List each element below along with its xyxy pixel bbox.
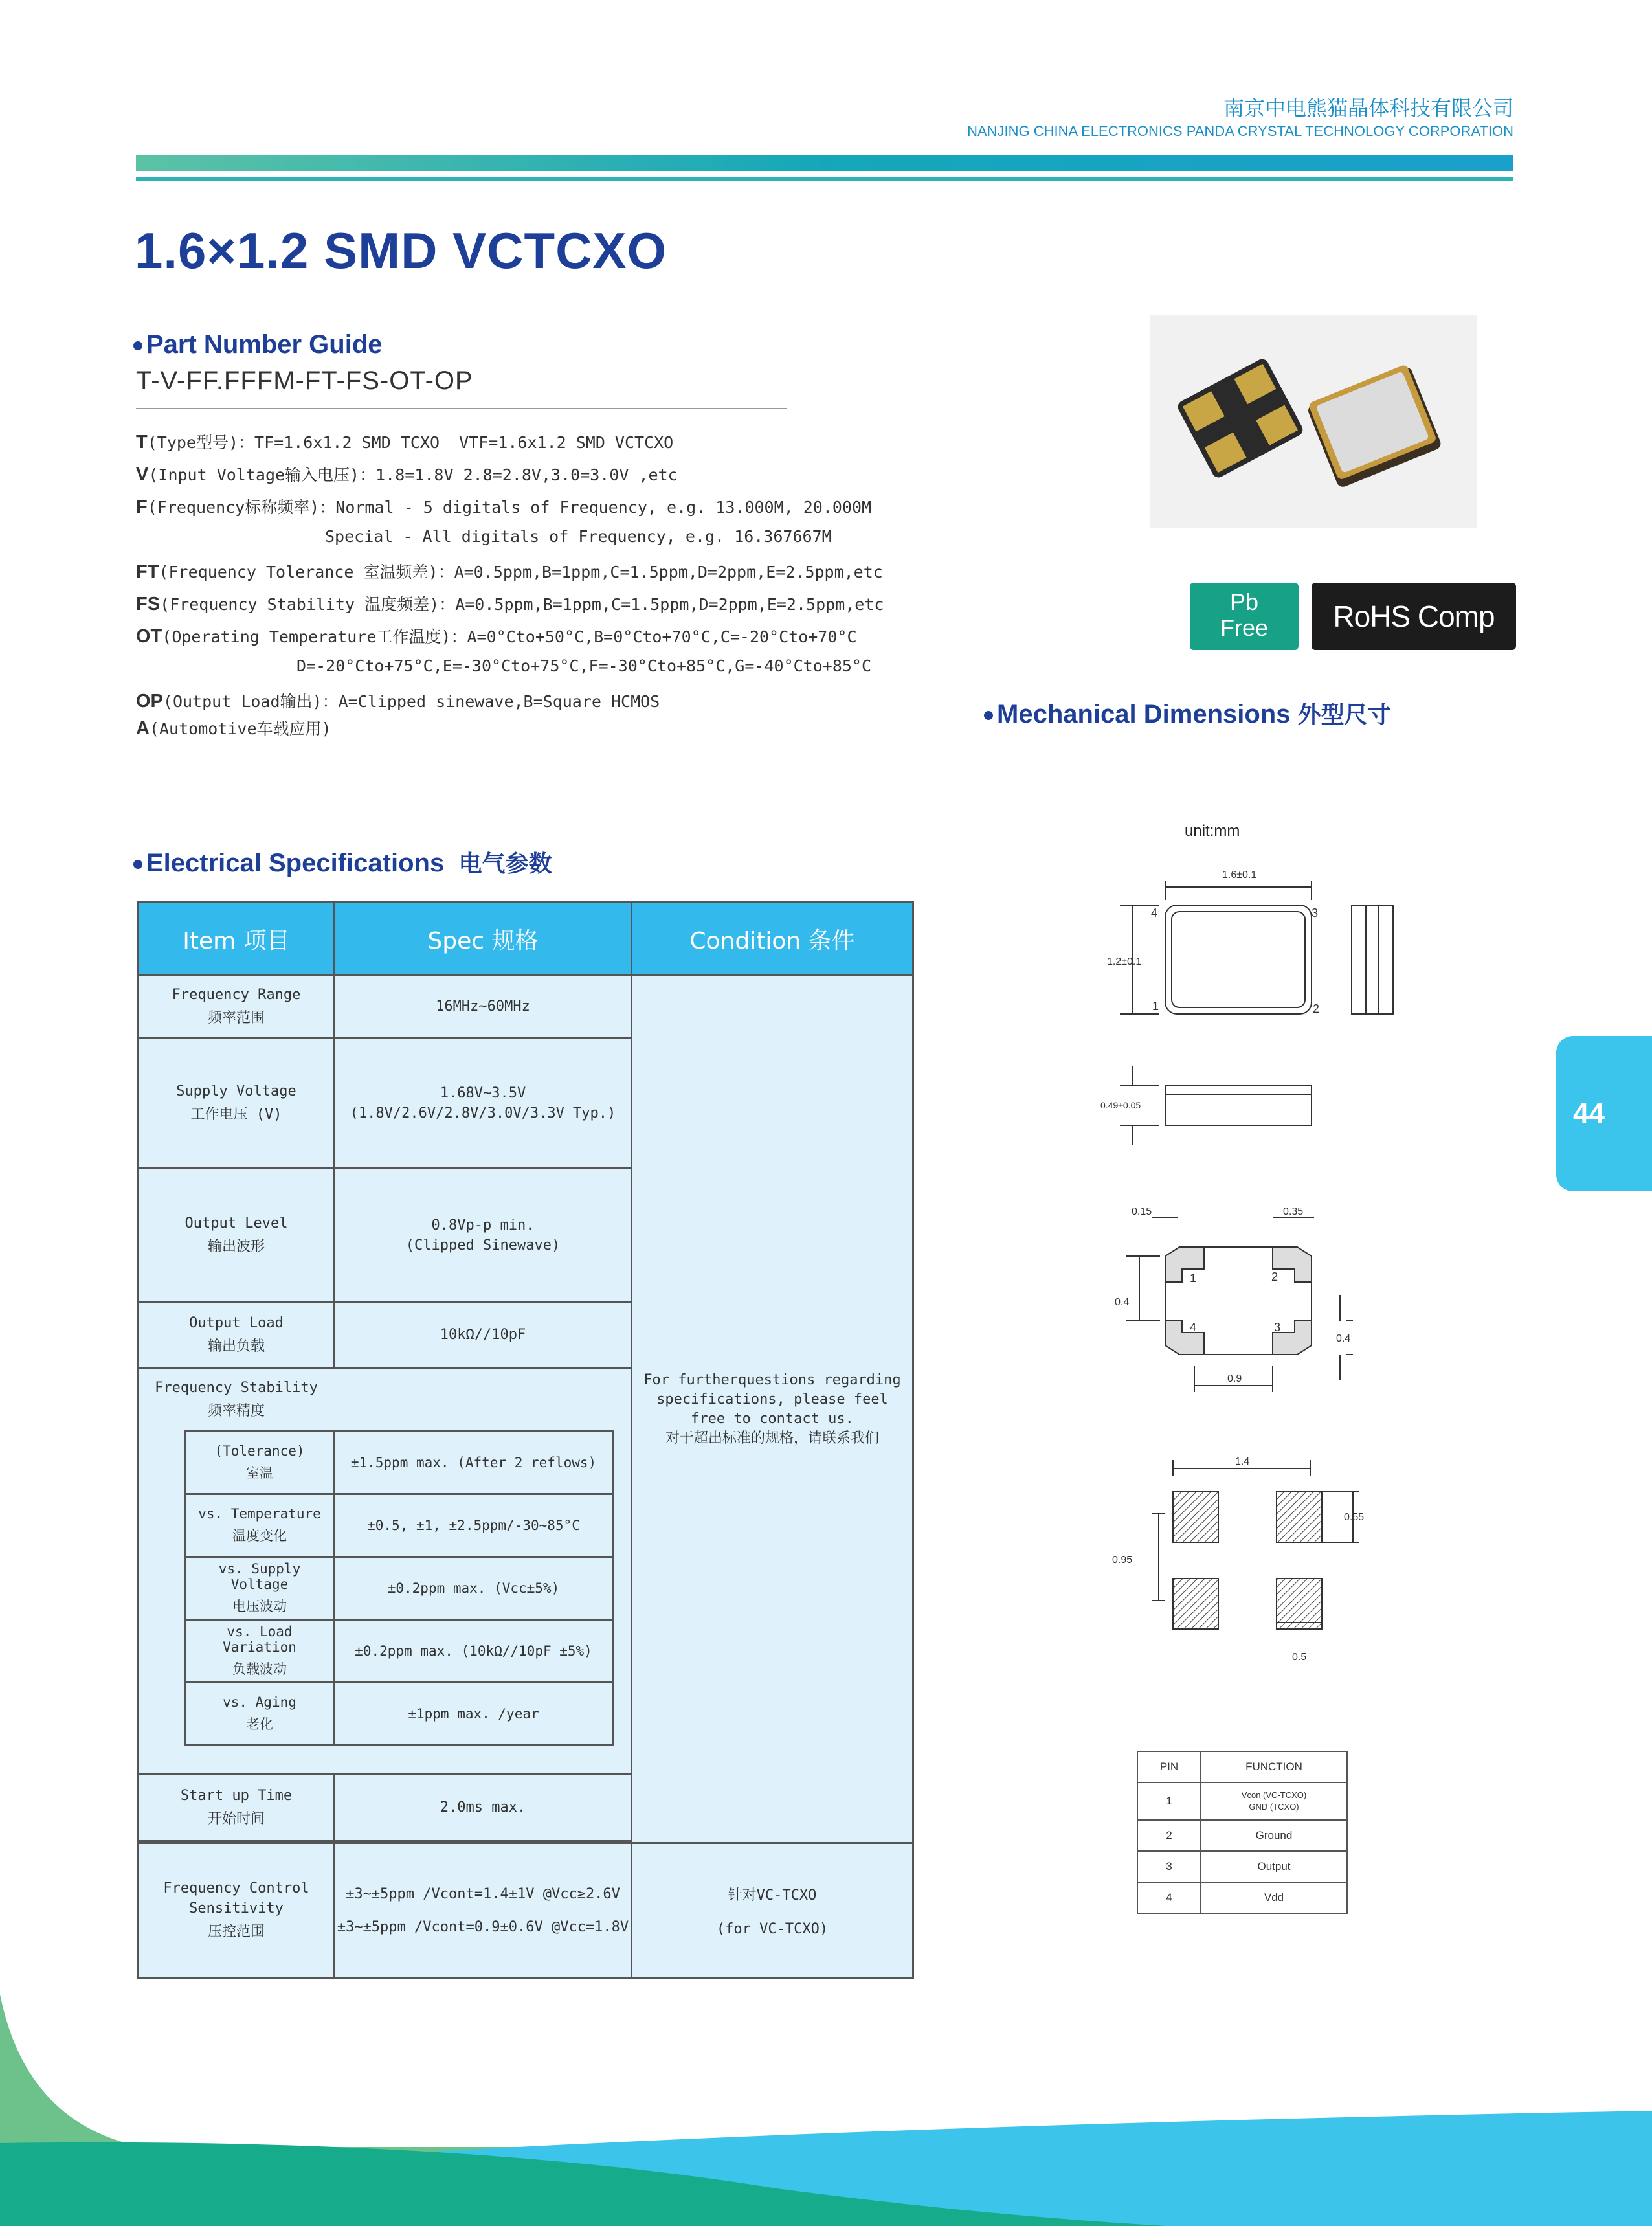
svg-text:3: 3 bbox=[1312, 906, 1319, 919]
header-spec: Spec 规格 bbox=[335, 903, 632, 976]
svg-text:0.9: 0.9 bbox=[1227, 1373, 1242, 1384]
page-number-tab: 44 bbox=[1556, 1036, 1652, 1191]
svg-text:0.4: 0.4 bbox=[1115, 1297, 1130, 1308]
table-row: Output Level 输出波形 0.8Vp-p min. (Clipped Sinewave) bbox=[139, 1169, 913, 1302]
pb-free-badge: Pb Free bbox=[1190, 583, 1299, 650]
table-row: vs. Supply Voltage 电压波动 ±0.2ppm max. (Vcc±5%) bbox=[185, 1557, 613, 1620]
part-number-code: T-V-FF.FFFM-FT-FS-OT-OP bbox=[136, 366, 473, 395]
table-row: Supply Voltage 工作电压 (V) 1.68V~3.5V (1.8V/2.6V/2.8V/3.0V/3.3V Typ.) bbox=[139, 1038, 913, 1169]
guide-line-frequency-special: Special - All digitals of Frequency, e.g. 16.367667M bbox=[325, 527, 832, 546]
header-rule bbox=[136, 177, 1513, 181]
footer-wave bbox=[0, 1994, 1652, 2226]
product-photo bbox=[1150, 315, 1477, 528]
guide-line-type: T(Type型号)：TF=1.6x1.2 SMD TCXO VTF=1.6x1.2 SMD VCTCXO bbox=[136, 432, 674, 453]
guide-line-stability: FS(Frequency Stability 温度频差)：A=0.5ppm,B=1ppm,C=1.5ppm,D=2ppm,E=2.5ppm,etc bbox=[136, 594, 884, 614]
svg-text:2: 2 bbox=[1313, 1002, 1320, 1015]
company-name-cn: 南京中电熊猫晶体科技有限公司 bbox=[1223, 96, 1513, 120]
table-row: Output Load 输出负载 10kΩ//10pF bbox=[139, 1302, 913, 1368]
table-row-stability: Frequency Stability 频率精度 (Tolerance) 室温 ±1.5ppm max. (After 2 reflows) vs. Temperature 温度变化 ±0.5, ±1, ±2.5ppm/-30~85°C vs. Supply Voltage 电压波动 ±0.2ppm max. (Vcc±5%) vs. Load Variation 负载波动 ±0.2ppm max. (10kΩ//10pF ±5%) vs. Aging 老化 ±1ppm max. /year bbox=[139, 1368, 913, 1774]
stability-subtable bbox=[184, 1430, 614, 1746]
rohs-badge: RoHS Comp iant bbox=[1312, 583, 1516, 650]
svg-text:0.4: 0.4 bbox=[1336, 1333, 1351, 1344]
bullet-icon bbox=[133, 341, 142, 350]
svg-text:0.49±0.05: 0.49±0.05 bbox=[1100, 1100, 1141, 1110]
table-row: (Tolerance) 室温 ±1.5ppm max. (After 2 reflows) bbox=[185, 1432, 613, 1494]
table-row: vs. Temperature 温度变化 ±0.5, ±1, ±2.5ppm/-30~85°C bbox=[185, 1494, 613, 1557]
table-header-row: PIN FUNCTION bbox=[1137, 1751, 1347, 1782]
header-item: Item 项目 bbox=[139, 903, 335, 976]
svg-text:0.15: 0.15 bbox=[1132, 1206, 1152, 1217]
guide-line-temperature: OT(Operating Temperature工作温度)：A=0°Cto+50°C,B=0°Cto+70°C,C=-20°Cto+70°C bbox=[136, 626, 857, 647]
svg-text:0.5: 0.5 bbox=[1292, 1652, 1307, 1663]
table-row: Start up Time 开始时间 2.0ms max. bbox=[139, 1774, 913, 1841]
svg-text:1: 1 bbox=[1190, 1272, 1197, 1285]
table-row: vs. Load Variation 负载波动 ±0.2ppm max. (10kΩ//10pF ±5%) bbox=[185, 1620, 613, 1683]
electrical-spec-table bbox=[137, 901, 914, 1979]
svg-text:0.35: 0.35 bbox=[1283, 1206, 1304, 1217]
guide-line-temperature-cont: D=-20°Cto+75°C,E=-30°Cto+75°C,F=-30°Cto+85°C,G=-40°Cto+85°C bbox=[296, 657, 872, 675]
svg-text:0.95: 0.95 bbox=[1112, 1555, 1133, 1566]
mechanical-drawing bbox=[1100, 855, 1437, 1670]
guide-line-voltage: V(Input Voltage输入电压)：1.8=1.8V 2.8=2.8V,3.0=3.0V ,etc bbox=[136, 464, 678, 485]
table-header-row bbox=[139, 903, 913, 976]
unit-label: unit:mm bbox=[1185, 822, 1240, 840]
table-row: 3 Output bbox=[1137, 1851, 1347, 1882]
page-title: 1.6×1.2 SMD VCTCXO bbox=[135, 222, 667, 279]
header-gradient-bar bbox=[136, 155, 1513, 171]
pin-function-table bbox=[1137, 1751, 1348, 1914]
svg-text:4: 4 bbox=[1151, 906, 1158, 919]
guide-line-tolerance: FT(Frequency Tolerance 室温频差)：A=0.5ppm,B=1ppm,C=1.5ppm,D=2ppm,E=2.5ppm,etc bbox=[136, 561, 883, 582]
svg-text:3: 3 bbox=[1274, 1321, 1281, 1334]
divider bbox=[136, 408, 787, 409]
svg-text:1: 1 bbox=[1152, 1000, 1159, 1013]
table-row: 4 Vdd bbox=[1137, 1882, 1347, 1913]
table-row: Frequency Range 频率范围 16MHz~60MHz For furtherquestions regarding specifications, please feel free to contact us. 对于超出标准的规格，请联系我们 bbox=[139, 976, 913, 1038]
table-row: 2 Ground bbox=[1137, 1820, 1347, 1851]
bullet-icon bbox=[133, 860, 142, 869]
electrical-spec-heading: Electrical Specifications 电气参数 bbox=[133, 846, 552, 879]
condition-note: For furtherquestions regarding specifications, please feel free to contact us. 对于超出标准的规格，请联系我们 bbox=[632, 976, 913, 1843]
svg-text:1.2±0.1: 1.2±0.1 bbox=[1107, 956, 1142, 967]
svg-text:1.6±0.1: 1.6±0.1 bbox=[1222, 870, 1257, 881]
part-number-guide-heading: Part Number Guide bbox=[133, 330, 383, 359]
table-row: vs. Aging 老化 ±1ppm max. /year bbox=[185, 1683, 613, 1746]
svg-text:0.55: 0.55 bbox=[1344, 1512, 1365, 1523]
mechanical-dimensions-heading: Mechanical Dimensions 外型尺寸 bbox=[984, 697, 1391, 730]
bullet-icon bbox=[984, 711, 993, 720]
table-row: Frequency Control Sensitivity 压控范围 ±3~±5ppm /Vcont=1.4±1V @Vcc≥2.6V ±3~±5ppm /Vcont=0.9±0.6V @Vcc=1.8V 针对VC-TCXO (for VC-TCXO) bbox=[139, 1843, 913, 1978]
svg-text:1.4: 1.4 bbox=[1235, 1456, 1250, 1467]
svg-text:4: 4 bbox=[1190, 1321, 1197, 1334]
guide-line-automotive: A(Automotive车载应用) bbox=[136, 718, 331, 739]
svg-text:2: 2 bbox=[1271, 1270, 1278, 1283]
guide-line-frequency: F(Frequency标称频率)：Normal - 5 digitals of Frequency, e.g. 13.000M, 20.000M bbox=[136, 497, 872, 517]
header-condition: Condition 条件 bbox=[632, 903, 913, 976]
table-row: 1 Vcon (VC-TCXO) GND (TCXO) bbox=[1137, 1782, 1347, 1820]
guide-line-output: OP(Output Load输出)：A=Clipped sinewave,B=Square HCMOS bbox=[136, 691, 660, 712]
company-name-en: NANJING CHINA ELECTRONICS PANDA CRYSTAL TECHNOLOGY CORPORATION bbox=[967, 123, 1513, 139]
